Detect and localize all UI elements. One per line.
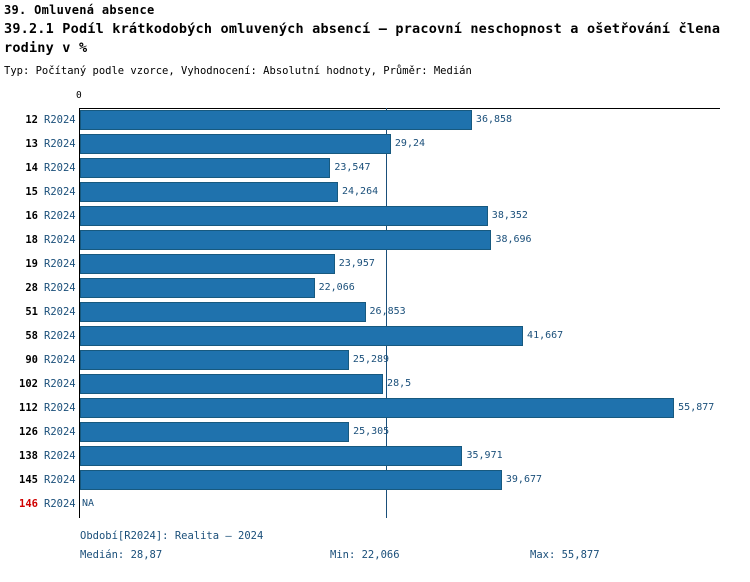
table-row [0,396,750,420]
bar-value-label: 55,877 [678,402,715,413]
bar-container [80,470,750,490]
bar-value-label: 23,957 [338,258,375,269]
table-row [0,228,750,252]
footer-period: Období[R2024]: Realita – 2024 [80,530,264,542]
bar[interactable] [80,398,674,418]
bar-container [80,350,750,370]
footer-max: Max: 55,877 [530,549,600,561]
table-row [0,180,750,204]
bar[interactable] [80,254,335,274]
table-row [0,300,750,324]
row-period-label: R2024 [44,114,76,126]
row-category-label: 90 [25,354,38,366]
table-row [0,276,750,300]
bar-value-label: 38,696 [495,234,532,245]
row-period-label: R2024 [44,234,76,246]
bar[interactable] [80,350,349,370]
bar-value-label: 36,858 [475,114,513,125]
bar-container [80,374,750,394]
table-row [0,372,750,396]
bar-value-label: 28,5 [387,378,412,389]
bar[interactable] [80,326,523,346]
bar[interactable] [80,470,502,490]
bar[interactable] [80,230,491,250]
bar-value-label: 22,066 [318,282,355,293]
row-period-label: R2024 [44,162,76,174]
row-category-label: 14 [25,162,38,174]
footer-median: Medián: 28,87 [80,549,163,561]
bar-value-label: 26,853 [369,306,406,317]
table-row [0,132,750,156]
table-row [0,324,750,348]
row-period-label: R2024 [44,306,76,318]
row-period-label: R2024 [44,498,76,510]
bar[interactable] [80,374,383,394]
row-category-label: 102 [19,378,38,390]
row-period-label: R2024 [44,258,76,270]
bar-container [80,158,750,178]
bar-container [80,326,750,346]
row-period-label: R2024 [44,474,76,486]
bar-value-label: 38,352 [491,210,528,221]
bar-value-label: 35,971 [466,450,503,461]
row-category-label: 145 [19,474,38,486]
bar-container [80,230,750,250]
bar[interactable] [80,158,330,178]
x-axis-origin-label: 0 [76,90,82,101]
bar-container [80,446,750,466]
row-period-label: R2024 [44,354,76,366]
bar-value-label: NA [82,498,95,509]
row-category-label: 126 [19,426,38,438]
bar[interactable] [80,134,391,154]
bar[interactable] [80,422,349,442]
row-period-label: R2024 [44,450,76,462]
table-row [0,420,750,444]
bar-container [80,182,750,202]
row-period-label: R2024 [44,282,76,294]
row-period-label: R2024 [44,138,76,150]
row-period-label: R2024 [44,330,76,342]
bar-value-label: 25,305 [353,426,390,437]
row-category-label: 28 [25,282,38,294]
table-row [0,108,750,132]
table-row [0,444,750,468]
row-category-label: 16 [25,210,38,222]
row-period-label: R2024 [44,186,76,198]
row-period-label: R2024 [44,402,76,414]
row-category-label: 13 [25,138,38,150]
bar[interactable] [80,278,315,298]
bar-value-label: 24,264 [342,186,379,197]
bar[interactable] [80,446,462,466]
bar[interactable] [80,110,472,130]
bar[interactable] [80,302,366,322]
table-row [0,252,750,276]
bar-value-label: 23,547 [334,162,371,173]
chart-subtitle: Typ: Počítaný podle vzorce, Vyhodnocení: Absolutní hodnoty, Průměr: Medián [4,65,472,77]
bar-value-label: 25,289 [352,354,390,365]
bar-container [80,302,750,322]
bar-container [80,134,750,154]
page-title: 39.2.1 Podíl krátkodobých omluvených absencí – pracovní neschopnost a ošetřování člena rodiny v % [4,21,721,56]
row-category-label: 18 [25,234,38,246]
row-category-label: 51 [25,306,38,318]
bar-value-label: 41,667 [527,330,564,341]
row-category-label: 15 [25,186,38,198]
table-row [0,348,750,372]
report-section-title: 39. Omluvená absence [4,3,155,17]
row-category-label: 19 [25,258,38,270]
bar-container [80,206,750,226]
bar-container [80,278,750,298]
row-period-label: R2024 [44,210,76,222]
table-row [0,468,750,492]
row-category-label: 12 [25,114,38,126]
bar[interactable] [80,206,488,226]
bar-container [80,494,750,514]
table-row [0,492,750,516]
row-category-label: 138 [19,450,38,462]
footer-min: Min: 22,066 [330,549,400,561]
table-row [0,156,750,180]
table-row [0,204,750,228]
bar-container [80,398,750,418]
row-category-label: 112 [19,402,38,414]
bar-container [80,422,750,442]
row-category-label: 146 [19,498,38,510]
chart-area [0,90,750,522]
bar[interactable] [80,182,338,202]
row-period-label: R2024 [44,426,76,438]
row-period-label: R2024 [44,378,76,390]
row-category-label: 58 [25,330,38,342]
bar-container [80,254,750,274]
bar-value-label: 29,24 [394,138,426,149]
bar-container [80,110,750,130]
bar-rows [0,108,750,516]
bar-value-label: 39,677 [505,474,543,485]
